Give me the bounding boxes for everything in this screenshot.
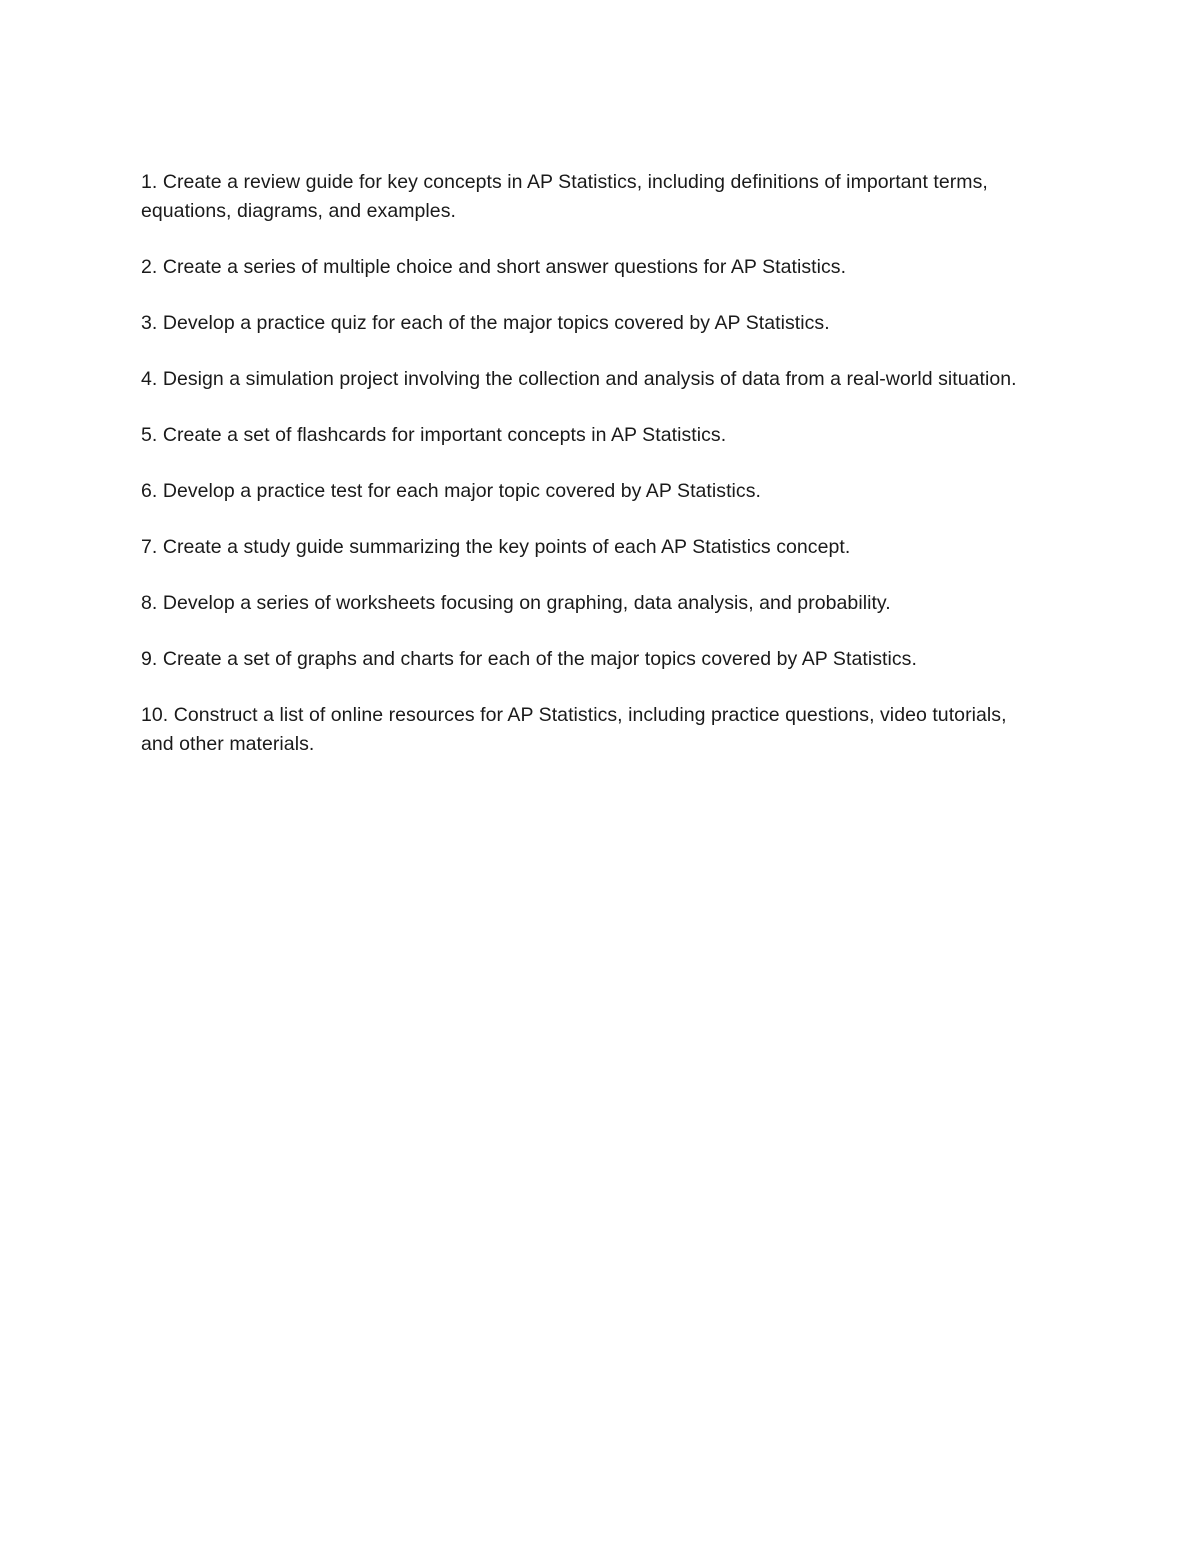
list-item: 9. Create a set of graphs and charts for each of the major topics covered by AP Statistics. [141, 648, 917, 670]
list-item: 10. Construct a list of online resources for AP Statistics, including practice questions, video tutorials, and other materials. [141, 704, 1007, 755]
list-item: 6. Develop a practice test for each major topic covered by AP Statistics. [141, 480, 762, 502]
list-item: 2. Create a series of multiple choice and short answer questions for AP Statistics. [141, 256, 847, 278]
list-item: 3. Develop a practice quiz for each of the major topics covered by AP Statistics. [141, 312, 830, 334]
list-item: 7. Create a study guide summarizing the key points of each AP Statistics concept. [141, 536, 851, 558]
list-item: 1. Create a review guide for key concepts in AP Statistics, including definitions of important terms, equations, diagrams, and examples. [141, 171, 988, 222]
list-item: 5. Create a set of flashcards for important concepts in AP Statistics. [141, 424, 727, 446]
list-item: 4. Design a simulation project involving the collection and analysis of data from a real-world situation. [141, 368, 1017, 390]
document-body [141, 168, 1021, 786]
list-item: 8. Develop a series of worksheets focusing on graphing, data analysis, and probability. [141, 592, 891, 614]
